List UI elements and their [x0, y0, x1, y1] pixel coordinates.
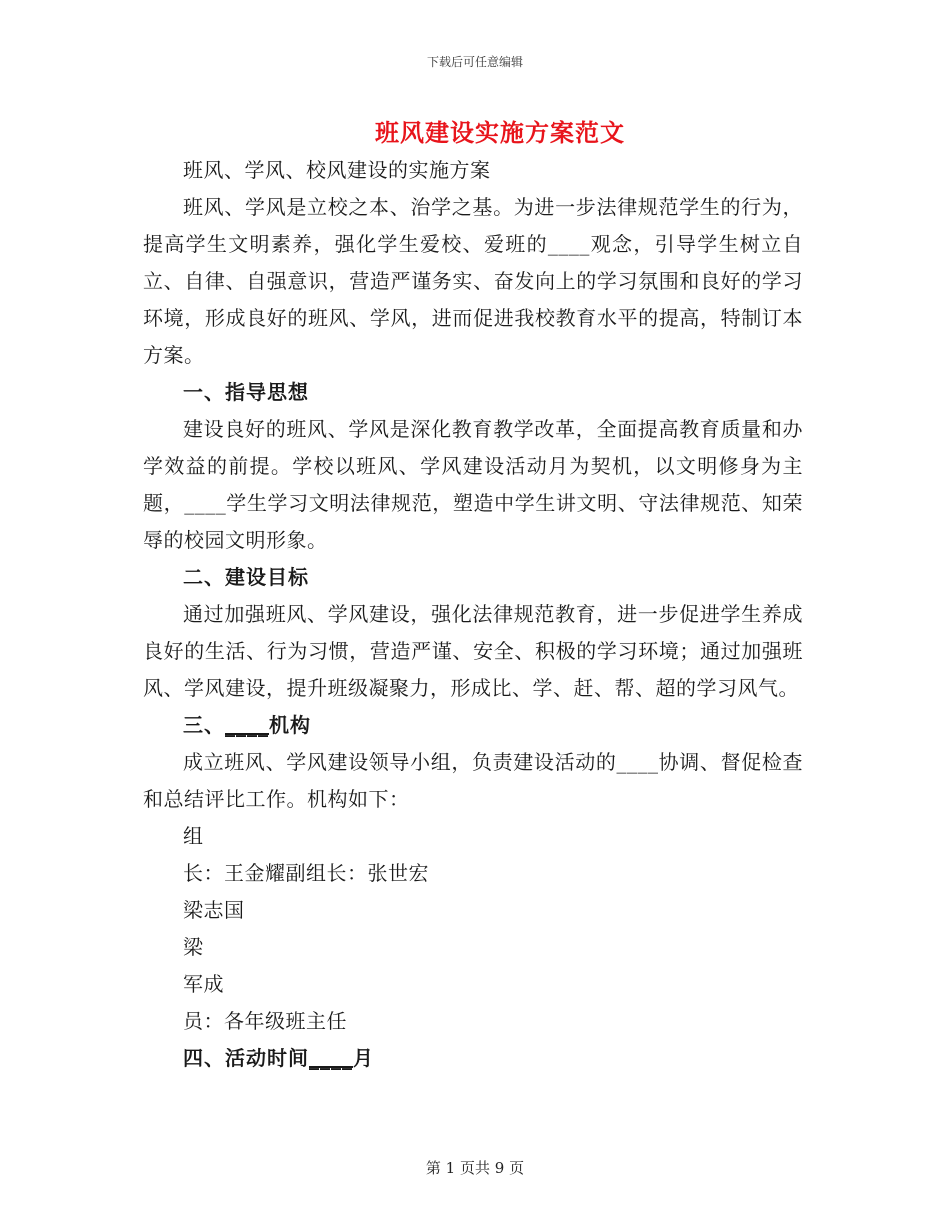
org-line: 军成	[183, 972, 224, 996]
section-body-organization: 成立班风、学风建设领导小组，负责建设活动的____协调、督促检查和总结评比工作。机构如下：	[143, 750, 803, 811]
org-line: 员：各年级班主任	[183, 1009, 347, 1033]
section-heading-organization	[143, 707, 803, 744]
org-line: 长：王金耀副组长：张世宏	[183, 861, 429, 885]
document-body	[143, 152, 803, 1077]
subtitle: 班风、学风、校风建设的实施方案	[183, 158, 491, 182]
page-footer: 第 1 页共 9 页	[425, 1159, 525, 1177]
org-line: 组	[183, 824, 204, 848]
heading-prefix: 三、	[183, 713, 225, 737]
heading-blank: ____	[309, 1046, 353, 1070]
heading-blank: ____	[225, 713, 269, 737]
org-line: 梁志国	[183, 898, 245, 922]
heading-prefix: 四、活动时间	[183, 1046, 309, 1070]
document-title: 班风建设实施方案范文	[375, 118, 625, 147]
section-body-guiding-thought: 建设良好的班风、学风是深化教育教学改革，全面提高教育质量和办学效益的前提。学校以班风、学风建设活动月为契机，以文明修身为主题，____学生学习文明法律规范，塑造中学生讲文明、守法律规范、知荣辱的校园文明形象。	[143, 417, 803, 552]
heading-suffix: 机构	[269, 713, 311, 737]
intro-paragraph: 班风、学风是立校之本、治学之基。为进一步法律规范学生的行为，提高学生文明素养，强化学生爱校、爱班的____观念，引导学生树立自立、自律、自强意识，营造严谨务实、奋发向上的学习氛围和良好的学习环境，形成良好的班风、学风，进而促进我校教育水平的提高，特制订本方案。	[143, 195, 803, 367]
section-body-goals: 通过加强班风、学风建设，强化法律规范教育，进一步促进学生养成良好的生活、行为习惯，营造严谨、安全、积极的学习环境；通过加强班风、学风建设，提升班级凝聚力，形成比、学、赶、帮、超的学习风气。	[143, 602, 803, 700]
section-heading-guiding-thought: 一、指导思想	[183, 380, 309, 404]
section-heading-goals: 二、建设目标	[183, 565, 309, 589]
heading-suffix: 月	[353, 1046, 374, 1070]
header-note: 下载后可任意编辑	[426, 55, 523, 69]
section-heading-activity-time	[143, 1040, 803, 1077]
org-line: 梁	[183, 935, 204, 959]
